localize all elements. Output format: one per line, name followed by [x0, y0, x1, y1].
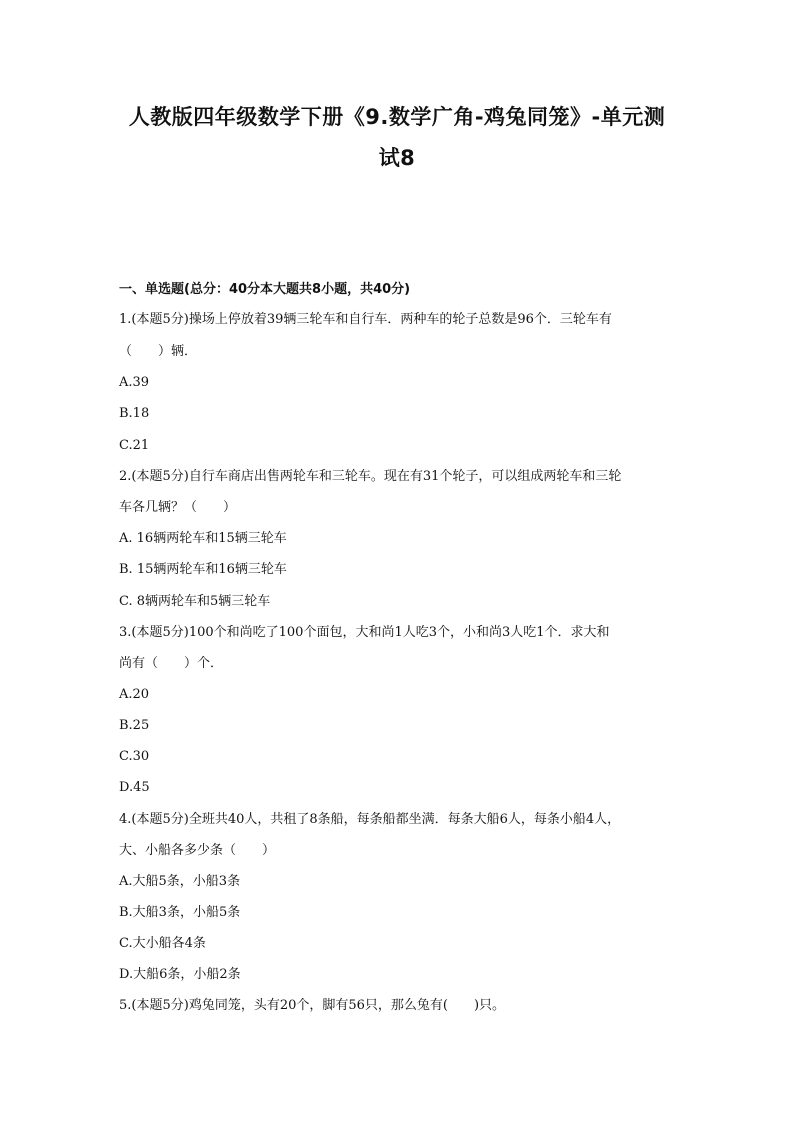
- question-1-stem-line-2: （ ）辆．: [119, 344, 198, 359]
- question-1-option-a: A.39: [119, 375, 150, 390]
- question-1-stem-line-1: 1.(本题5分)操场上停放着39辆三轮车和自行车．两种车的轮子总数是96个．三轮车有: [119, 312, 612, 327]
- question-4-option-c: C.大小船各4条: [119, 936, 206, 951]
- question-4-option-a: A.大船5条，小船3条: [119, 874, 241, 889]
- question-3-option-d: D.45: [119, 780, 150, 795]
- question-2-option-a: A. 16辆两轮车和15辆三轮车: [119, 531, 287, 546]
- question-4-option-d: D.大船6条，小船2条: [119, 967, 241, 982]
- question-2-stem-line-2: 车各几辆？（ ）: [119, 500, 237, 515]
- document-title-line-2: 试8: [378, 146, 416, 170]
- question-1-option-b: B.18: [119, 406, 150, 421]
- question-4-stem-line-1: 4.(本题5分)全班共40人，共租了8条船，每条船都坐满．每条大船6人，每条小船4人，: [119, 812, 621, 827]
- question-2-stem-line-1: 2.(本题5分)自行车商店出售两轮车和三轮车。现在有31个轮子，可以组成两轮车和三轮: [119, 469, 622, 484]
- question-3-option-a: A.20: [119, 687, 150, 702]
- question-1-option-c: C.21: [119, 438, 150, 453]
- question-3-option-c: C.30: [119, 749, 150, 764]
- question-3-stem-line-2: 尚有（ ）个．: [119, 656, 224, 671]
- question-2-option-b: B. 15辆两轮车和16辆三轮车: [119, 562, 287, 577]
- question-3-option-b: B.25: [119, 718, 150, 733]
- question-5-stem-line-1: 5.(本题5分)鸡兔同笼，头有20个，脚有56只，那么兔有( )只。: [119, 998, 506, 1013]
- document-title-line-1: 人教版四年级数学下册《9.数学广角-鸡兔同笼》-单元测: [128, 105, 666, 129]
- question-4-stem-line-2: 大、小船各多少条（ ）: [119, 843, 276, 858]
- section-heading: 一、单选题(总分：40分本大题共8小题，共40分): [119, 282, 411, 297]
- question-2-option-c: C. 8辆两轮车和5辆三轮车: [119, 594, 271, 609]
- question-4-option-b: B.大船3条，小船5条: [119, 905, 241, 920]
- question-3-stem-line-1: 3.(本题5分)100个和尚吃了100个面包，大和尚1人吃3个，小和尚3人吃1个．求大和: [119, 625, 610, 640]
